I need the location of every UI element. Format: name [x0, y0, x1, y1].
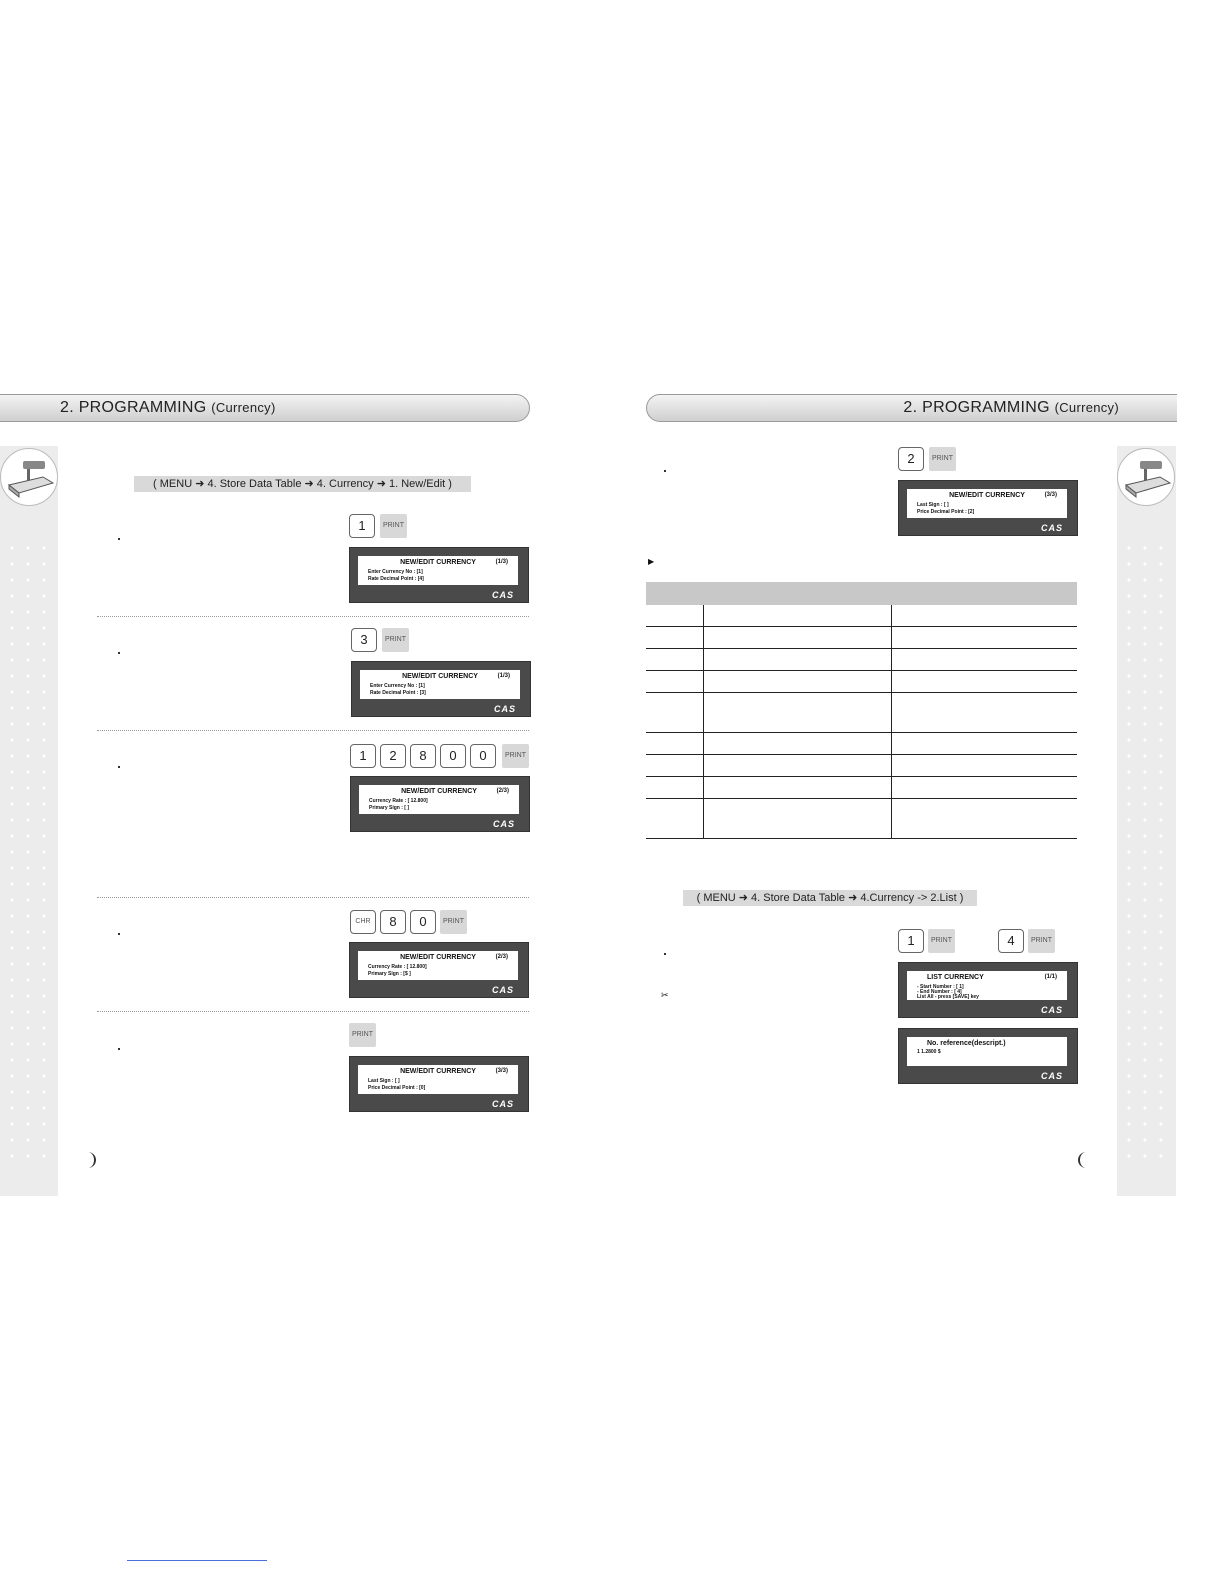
right-header-bar	[646, 394, 1177, 422]
step-bullet	[118, 933, 120, 935]
key-0[interactable]: 0	[410, 910, 436, 934]
key-0[interactable]: 0	[470, 744, 496, 768]
lcd-screen: NEW/EDIT CURRENCY (3/3) Last Sign : [ ] Price Decimal Point : [2] CAS	[898, 480, 1078, 536]
scale-logo-icon	[1117, 448, 1175, 506]
currency-fields-table	[646, 582, 1077, 839]
step-separator	[97, 730, 529, 731]
lcd-screen: NEW/EDIT CURRENCY (2/3) Currency Rate : [ 12.800] Primary Sign : [ ] CAS	[350, 776, 530, 832]
step-separator	[97, 1011, 529, 1012]
cas-logo: CAS	[1040, 523, 1063, 533]
table-row	[646, 733, 1077, 755]
scissor-note-icon: ✂	[661, 991, 669, 1001]
key-1[interactable]: 1	[350, 744, 376, 768]
table-row	[646, 627, 1077, 649]
lcd-screen: No. reference(descript.) 1 1.2800 $ CAS	[898, 1028, 1078, 1084]
lcd-screen: LIST CURRENCY (1/1) - Start Number : [ 1] - End Number : [ 4] List All - press [SAVE] key CAS	[898, 962, 1078, 1018]
triangle-bullet-icon: ▶	[648, 557, 655, 566]
print-key[interactable]: PRINT	[440, 910, 467, 934]
step-bullet	[118, 538, 120, 540]
table-row	[646, 693, 1077, 733]
key-8[interactable]: 8	[410, 744, 436, 768]
key-0[interactable]: 0	[440, 744, 466, 768]
page-number-marker-icon	[1076, 1151, 1088, 1169]
step-separator	[97, 897, 529, 898]
print-key[interactable]: PRINT	[502, 744, 529, 768]
print-key[interactable]: PRINT	[349, 1023, 376, 1047]
left-header-bar	[0, 394, 530, 422]
table-row	[646, 799, 1077, 839]
left-header-title: 2. PROGRAMMING (Currency)	[60, 399, 276, 416]
lcd-screen: NEW/EDIT CURRENCY (2/3) Currency Rate : [ 12.800] Primary Sign : [$ ] CAS	[349, 942, 529, 998]
key-8[interactable]: 8	[380, 910, 406, 934]
right-dot-pattern	[1121, 540, 1173, 1160]
cas-logo: CAS	[492, 819, 515, 829]
print-key[interactable]: PRINT	[929, 447, 956, 471]
print-key[interactable]: PRINT	[380, 514, 407, 538]
link-underline	[127, 1560, 267, 1561]
table-row	[646, 605, 1077, 627]
lcd-screen: NEW/EDIT CURRENCY (3/3) Last Sign : [ ] Price Decimal Point : [0] CAS	[349, 1056, 529, 1112]
print-key[interactable]: PRINT	[382, 628, 409, 652]
cas-logo: CAS	[491, 1099, 514, 1109]
right-header-title: 2. PROGRAMMING (Currency)	[903, 399, 1119, 416]
left-breadcrumb: ( MENU ➜ 4. Store Data Table ➜ 4. Currency ➜ 1. New/Edit )	[134, 476, 471, 492]
table-header-row	[646, 582, 1077, 605]
table-row	[646, 755, 1077, 777]
lcd-screen: NEW/EDIT CURRENCY (1/3) Enter Currency No : [1] Rate Decimal Point : [4] CAS	[349, 547, 529, 603]
print-key[interactable]: PRINT	[928, 929, 955, 953]
cas-logo: CAS	[1040, 1071, 1063, 1081]
key-2[interactable]: 2	[380, 744, 406, 768]
print-key[interactable]: PRINT	[1028, 929, 1055, 953]
lcd-screen: NEW/EDIT CURRENCY (1/3) Enter Currency No : [1] Rate Decimal Point : [3] CAS	[351, 661, 531, 717]
key-4[interactable]: 4	[998, 929, 1024, 953]
key-1[interactable]: 1	[349, 514, 375, 538]
step-bullet	[664, 953, 666, 955]
step-bullet	[118, 652, 120, 654]
scale-logo-icon	[0, 448, 58, 506]
key-3[interactable]: 3	[351, 628, 377, 652]
page-number-marker-icon	[86, 1151, 98, 1169]
step-bullet	[118, 766, 120, 768]
step-bullet	[664, 470, 666, 472]
cas-logo: CAS	[493, 704, 516, 714]
cas-logo: CAS	[491, 590, 514, 600]
step-bullet	[118, 1048, 120, 1050]
table-row	[646, 671, 1077, 693]
key-chr[interactable]: CHR	[350, 910, 376, 934]
table-row	[646, 649, 1077, 671]
left-dot-pattern	[4, 540, 56, 1160]
cas-logo: CAS	[491, 985, 514, 995]
step-separator	[97, 616, 529, 617]
table-row	[646, 777, 1077, 799]
cas-logo: CAS	[1040, 1005, 1063, 1015]
key-1[interactable]: 1	[898, 929, 924, 953]
right-breadcrumb: ( MENU ➜ 4. Store Data Table ➜ 4.Currency -> 2.List )	[683, 890, 977, 906]
key-2[interactable]: 2	[898, 447, 924, 471]
